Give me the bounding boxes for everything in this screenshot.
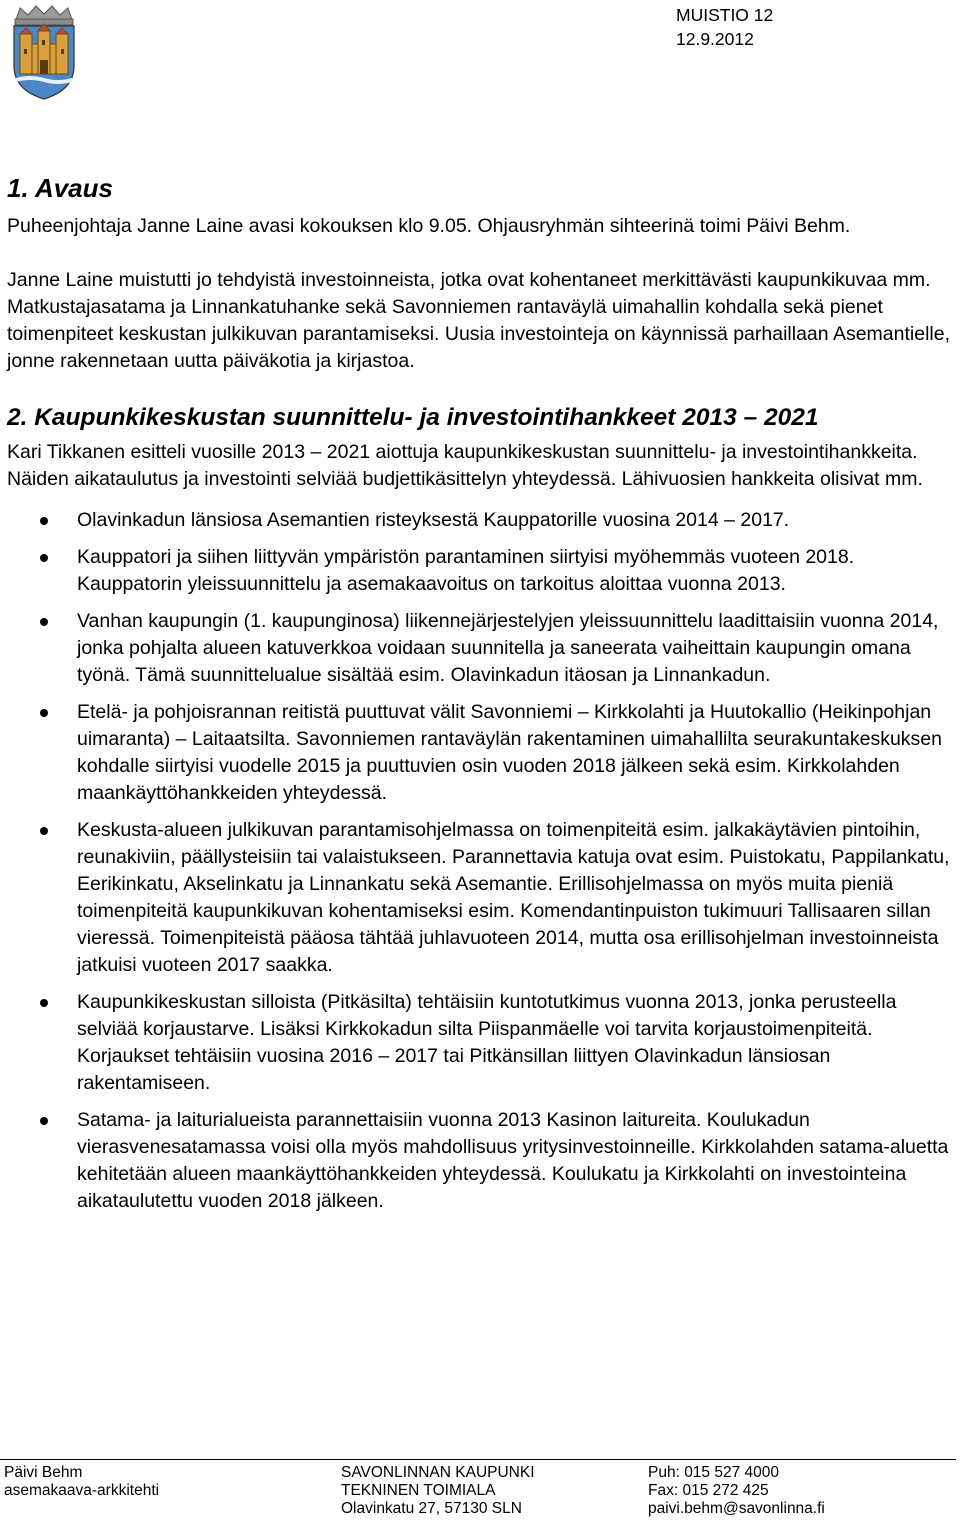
section-2-intro: Kari Tikkanen esitteli vuosille 2013 – 2021 aiottuja kaupunkikeskustan suunnittelu- ja investointihankkeita. Näiden aikataulutus ja investointi selviää budjettikäsittelyn yhteydessä. Lähivuosien hankkeita olisivat mm. [7,441,923,490]
bullet-icon [40,709,48,717]
footer-author [4,1464,159,1500]
footer-organization [341,1464,535,1518]
spacer [7,493,955,507]
bullet-icon [40,827,48,835]
footer-contact [648,1464,825,1518]
project-list [7,507,955,1215]
fax: Fax: 015 272 425 [648,1482,769,1499]
document-date: 12.9.2012 [676,29,754,49]
spacer [7,375,955,402]
spacer [7,240,955,267]
author-title: asemakaava-arkkitehti [4,1482,160,1499]
section-1-paragraph: Janne Laine muistutti jo tehdyistä investoinneista, jotka ovat kohentaneet merkittävästi kaupunkikuvaa mm. Matkustajasatama ja Linnankatuhanke sekä Savonniemen rantaväylä uimahallin kohdalla sekä pienet toimenpiteet keskustan julkikuvan parantamiseksi. Uusia investointeja on käynnissä parhaillaan Asemantielle, jonne rakennetaan uutta päiväkotia ja kirjastoa. [7,269,951,372]
document-header [676,3,773,51]
author-name: Päivi Behm [4,1464,83,1481]
list-item: Keskusta-alueen julkikuvan parantamisohjelmassa on toimenpiteitä esim. jalkakäytävien pintoihin, reunakiviin, päällysteisiin tai valaistukseen. Parannettavia katuja ovat esim. Puistokatu, Pappilankatu, Eerikinkatu, Akselinkatu ja Linnankatu sekä Asemantie. Erillisohjelmassa on myös muita pieniä toimenpiteitä kaupunkikuvan kohentamiseksi esim. Komendantinpuiston tukimuuri Tallisaaren sillan vieressä. Toimenpiteistä pääosa tähtää juhlavuoteen 2014, mutta osa erillisohjelman investoinneista jatkuisi vuoteen 2017 saakka. [7,817,955,979]
list-item: Olavinkadun länsiosa Asemantien risteyksestä Kauppatorille vuosina 2014 – 2017. [7,507,955,534]
department-name: TEKNINEN TOIMIALA [341,1482,496,1499]
bullet-icon [40,554,48,562]
document-type: MUISTIO 12 [676,5,774,25]
savonlinna-coat-of-arms-icon [6,4,82,102]
address: Olavinkatu 27, 57130 SLN [341,1500,522,1517]
organization-name: SAVONLINNAN KAUPUNKI [341,1464,535,1481]
list-item: Satama- ja laiturialueista parannettaisiin vuonna 2013 Kasinon laitureita. Koulukadun vierasvenesatamassa voisi olla myös mahdollisuus yritysinvestoinneille. Kirkkolahden satama-aluetta kehitetään alueen maankäyttöhankkeiden yhteydessä. Koulukatu ja Kirkkolahti on investointeina aikataulutettu vuoden 2018 jälkeen. [7,1107,955,1215]
bullet-icon [40,999,48,1007]
list-item: Etelä- ja pohjoisrannan reitistä puuttuvat välit Savonniemi – Kirkkolahti ja Huutokallio (Heikinpohjan uimaranta) – Laitaatsilta. Savonniemen rantaväylän rakentaminen uimahallilta seurakuntakeskuksen kohdalle siirtyisi vuodelle 2015 ja puuttuvien osin vuoden 2018 jälkeen sekä esim. Kirkkolahden maankäyttöhankkeiden yhteydessä. [7,699,955,807]
phone: Puh: 015 527 4000 [648,1464,780,1481]
list-item: Vanhan kaupungin (1. kaupunginosa) liikennejärjestelyjen yleissuunnittelu laadittaisiin vuonna 2014, jonka pohjalta alueen katuverkkoa voidaan suunnitella ja saneerata vaiheittain kaupungin omana työnä. Tämä suunnittelualue sisältää esim. Olavinkadun itäosan ja Linnankadun. [7,608,955,689]
list-item: Kaupunkikeskustan silloista (Pitkäsilta) tehtäisiin kuntotutkimus vuonna 2013, jonka perusteella selviää korjaustarve. Lisäksi Kirkkokadun silta Piispanmäelle voi tarvita korjaustoimenpiteitä. Korjaukset tehtäisiin vuosina 2016 – 2017 tai Pitkänsillan liittyen Olavinkadun länsiosan rakentamiseen. [7,989,955,1097]
bullet-icon [40,517,48,525]
document-body [7,172,955,1225]
list-item: Kauppatori ja siihen liittyvän ympäristön parantaminen siirtyisi myöhemmäs vuoteen 2018. Kauppatorin yleissuunnittelu ja asemakaavoitus on tarkoitus aloittaa vuonna 2013. [7,544,955,598]
section-2-heading: 2. Kaupunkikeskustan suunnittelu- ja investointihankkeet 2013 – 2021 [7,404,819,431]
email-link[interactable]: paivi.behm@savonlinna.fi [648,1500,825,1517]
section-1-paragraph: Puheenjohtaja Janne Laine avasi kokouksen klo 9.05. Ohjausryhmän sihteerinä toimi Päivi Behm. [7,215,851,237]
bullet-icon [40,618,48,626]
footer-divider [0,1459,956,1460]
bullet-icon [40,1117,48,1125]
section-1-heading: 1. Avaus [7,173,113,203]
